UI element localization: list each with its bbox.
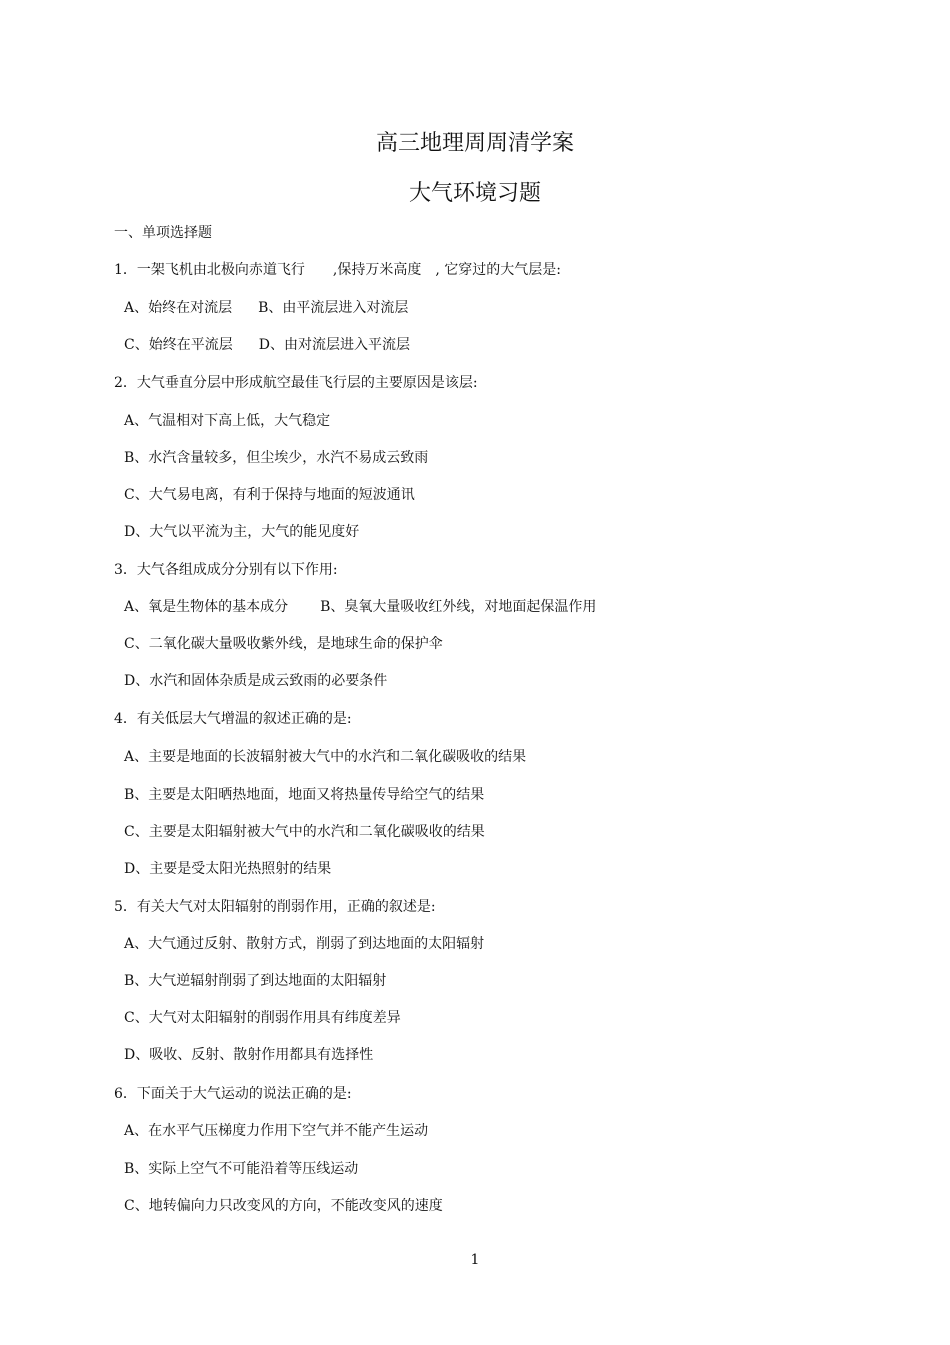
question-stem: 2．大气垂直分层中形成航空最佳飞行层的主要原因是该层: — [114, 375, 478, 391]
question-stem: 4．有关低层大气增温的叙述正确的是: — [114, 711, 352, 727]
option-row — [124, 336, 410, 354]
option-b: B、主要是太阳晒热地面，地面又将热量传导给空气的结果 — [124, 787, 485, 803]
page-number: 1 — [470, 1252, 480, 1268]
option-d: D、由对流层进入平流层 — [258, 337, 410, 353]
option-d: D、大气以平流为主，大气的能见度好 — [124, 524, 360, 540]
option-d: D、吸收、反射、散射作用都具有选择性 — [124, 1047, 374, 1063]
option-b: B、臭氧大量吸收红外线，对地面起保温作用 — [320, 599, 597, 615]
option-c: C、二氧化碳大量吸收紫外线，是地球生命的保护伞 — [124, 636, 443, 652]
option-a: A、氧是生物体的基本成分 — [124, 599, 289, 615]
option-row — [124, 598, 596, 616]
option-a: A、主要是地面的长波辐射被大气中的水汽和二氧化碳吸收的结果 — [124, 749, 527, 765]
option-a: A、在水平气压梯度力作用下空气并不能产生运动 — [124, 1123, 429, 1139]
question-stem: 5．有关大气对太阳辐射的削弱作用，正确的叙述是: — [114, 899, 436, 915]
option-c: C、始终在平流层 — [124, 337, 233, 353]
option-c: C、地转偏向力只改变风的方向，不能改变风的速度 — [124, 1198, 443, 1214]
option-b: B、由平流层进入对流层 — [258, 300, 409, 316]
option-c: C、主要是太阳辐射被大气中的水汽和二氧化碳吸收的结果 — [124, 824, 485, 840]
option-b: B、大气逆辐射削弱了到达地面的太阳辐射 — [124, 973, 387, 989]
option-a: A、大气通过反射、散射方式，削弱了到达地面的太阳辐射 — [124, 936, 485, 952]
option-row — [124, 299, 408, 317]
option-c: C、大气对太阳辐射的削弱作用具有纬度差异 — [124, 1010, 401, 1026]
question-stem: 1．一架飞机由北极向赤道飞行 ,保持万米高度 , 它穿过的大气层是: — [114, 262, 561, 278]
page-subtitle: 大气环境习题 — [408, 181, 541, 206]
section-heading: 一、单项选择题 — [114, 225, 212, 241]
option-c: C、大气易电离，有利于保持与地面的短波通讯 — [124, 487, 415, 503]
option-d: D、水汽和固体杂质是成云致雨的必要条件 — [124, 673, 388, 689]
option-b: B、实际上空气不可能沿着等压线运动 — [124, 1161, 359, 1177]
option-b: B、水汽含量较多，但尘埃少，水汽不易成云致雨 — [124, 450, 429, 466]
page-title: 高三地理周周清学案 — [375, 131, 574, 156]
option-a: A、始终在对流层 — [124, 300, 233, 316]
option-d: D、主要是受太阳光热照射的结果 — [124, 861, 332, 877]
option-a: A、气温相对下高上低，大气稳定 — [124, 413, 331, 429]
question-stem: 6．下面关于大气运动的说法正确的是: — [114, 1086, 352, 1102]
question-stem: 3．大气各组成成分分别有以下作用: — [114, 562, 338, 578]
